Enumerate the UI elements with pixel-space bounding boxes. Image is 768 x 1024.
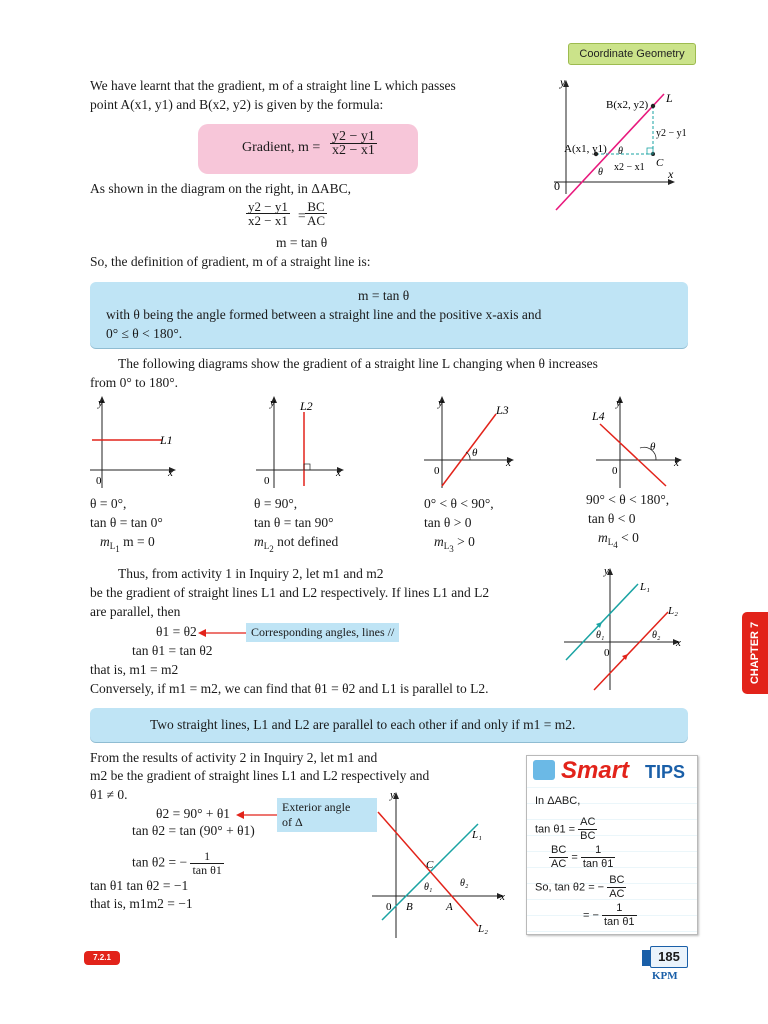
origin-label: 0 (554, 179, 560, 193)
B-label: B(x2, y2) (606, 99, 649, 111)
L2-label: L2 (300, 399, 313, 413)
tips-l3: $\frac{BC}{AC}$ = $\frac{1}{\text{tan θ1}}$ (551, 844, 614, 870)
svg-text:y: y (98, 397, 103, 409)
definition-line-2: with θ being the angle formed between a straight line and the positive x-axis and (106, 307, 542, 322)
ratio-lhs-den: x2 − x1 (248, 213, 288, 228)
A-label: A(x1, y1) (564, 143, 607, 155)
case4-line2: tan θ < 0 (588, 511, 636, 526)
tips-l3-num: BC (551, 844, 567, 856)
tips-l2-den: BC (580, 830, 596, 842)
perp-p1: From the results of activity 2 in Inquiry 2, let m1 and (90, 750, 378, 765)
svg-text:θ₂: θ₂ (460, 878, 469, 889)
L1-label: L1 (160, 433, 173, 447)
case1-line1: θ = 0°, (90, 496, 127, 511)
svg-text:θ₁: θ₁ (424, 882, 433, 893)
tips-l5-frac (602, 902, 637, 929)
L3-label: L3 (496, 403, 509, 417)
case2-line1: θ = 90°, (254, 496, 298, 511)
svg-text:θ: θ (472, 447, 478, 459)
callout-arrow-2 (236, 810, 278, 820)
tips-l4 (535, 874, 626, 901)
svg-text:x: x (674, 457, 679, 469)
svg-text:0: 0 (604, 647, 610, 659)
corresponding-angles-callout: Corresponding angles, lines // (246, 623, 399, 642)
parallel-e4: Conversely, if m1 = m2, we can find that θ1 = θ2 and L1 is parallel to L2. (90, 681, 489, 696)
notebook-icon (533, 760, 555, 780)
svg-text:y: y (438, 397, 443, 409)
chapter-tab (742, 612, 768, 694)
line-L4 (600, 424, 666, 486)
exterior-angle-line2: of Δ (282, 815, 303, 829)
publisher-logo: KPM (652, 970, 678, 982)
tips-l4-den: AC (609, 888, 625, 900)
definition-box (90, 282, 688, 348)
intro-line-1: We have learnt that the gradient, m of a straight line L which passes (90, 78, 456, 93)
svg-text:L₁: L₁ (640, 581, 650, 593)
svg-text:0: 0 (264, 475, 270, 487)
parallel-e1: θ1 = θ2 (156, 624, 197, 639)
parallel-theorem-box (90, 708, 688, 742)
svg-text:x: x (168, 467, 173, 479)
equals-sign: = (298, 208, 306, 223)
svg-text:y: y (616, 397, 621, 409)
L-label: L (666, 91, 673, 105)
gradient-diagram (546, 74, 696, 214)
tips-l2-frac (578, 816, 597, 843)
C-label: C (656, 157, 664, 169)
svg-text:0: 0 (612, 465, 618, 477)
tips-l1: In ΔABC, (535, 795, 581, 807)
svg-text:x: x (336, 467, 341, 479)
gradient-label: Gradient, m = (242, 140, 321, 155)
L4-label: L4 (592, 409, 605, 423)
theta-top: θ (618, 146, 623, 157)
tips-l5-label: = − (583, 909, 599, 922)
parallel-p1: Thus, from activity 1 in Inquiry 2, let m1 and m2 (118, 566, 384, 581)
svg-text:A: A (446, 901, 453, 913)
perp-e4: tan θ1 tan θ2 = −1 (90, 878, 189, 893)
case2-line3: $m_{L_2}$ not defined (254, 534, 339, 554)
case1-m: m = 0 (123, 534, 155, 549)
following-line-1: The following diagrams show the gradient of a straight line L changing when θ increases (118, 356, 598, 371)
tips-l3-rhs-den: tan θ1 (582, 858, 614, 870)
case1-line2: tan θ = tan 0° (90, 515, 163, 530)
case2-m: not defined (277, 534, 339, 549)
tips-l3-den: AC (551, 858, 567, 870)
gradient-num: y2 − y1 (332, 129, 375, 144)
definition-line-3: 0° ≤ θ < 180°. (106, 326, 183, 341)
ratio-lhs-num: y2 − y1 (248, 199, 288, 214)
definition-eq: m = tan θ (358, 288, 410, 303)
tips-l3-rhs-num: 1 (581, 844, 616, 858)
case3-line3: $m_{L_3} > 0$ (434, 534, 475, 554)
case3-line1: 0° < θ < 90°, (424, 496, 494, 511)
page-number: 185 (650, 946, 688, 968)
svg-text:B: B (406, 901, 413, 913)
smart-tips-header (527, 756, 697, 786)
perp-e3 (132, 850, 224, 877)
chapter-label: CHAPTER 7 (749, 621, 761, 685)
parallel-p2: be the gradient of straight lines L1 and L2 respectively. If lines L1 and L2 (90, 585, 490, 600)
ratio-rhs-num: BC (305, 200, 327, 214)
perp-e2: tan θ2 = tan (90° + θ1) (132, 823, 255, 838)
smart-title: Smart (561, 757, 630, 784)
case-diagram-2 (250, 396, 350, 490)
case1-line3: $m_{L_1}$ m = 0 (100, 534, 155, 554)
tips-l3-frac (549, 844, 568, 871)
svg-text:θ₂: θ₂ (652, 630, 661, 641)
case3-m: > 0 (457, 534, 475, 549)
gradient-formula-box (198, 124, 418, 174)
case4-line1: 90° < θ < 180°, (586, 492, 670, 507)
svg-text:y: y (604, 566, 609, 577)
dy-label: y2 − y1 (656, 128, 687, 139)
tips-l4-frac (607, 874, 626, 901)
tips-l5 (583, 902, 637, 929)
perp-e3-num: 1 (190, 850, 223, 864)
svg-text:C: C (426, 859, 434, 871)
perp-p3: θ1 ≠ 0. (90, 787, 128, 802)
gradient-den: x2 − x1 (332, 143, 375, 158)
line-L3 (442, 414, 496, 486)
case2-line2: tan θ = tan 90° (254, 515, 334, 530)
shown-line: As shown in the diagram on the right, in ΔABC, (90, 181, 352, 196)
parallel-diagram (560, 566, 690, 692)
svg-text:y: y (390, 790, 395, 801)
perp-e3-frac (190, 850, 223, 877)
case3-line2: tan θ > 0 (424, 515, 472, 530)
svg-text:x: x (676, 637, 681, 649)
ratio-rhs (305, 200, 327, 227)
tips-l2-label: tan θ1 = (535, 823, 576, 836)
tips-l2-num: AC (580, 816, 596, 828)
svg-text:θ: θ (650, 441, 656, 453)
point-B (651, 104, 655, 108)
parallel-p3: are parallel, then (90, 604, 181, 619)
exterior-angle-callout (277, 798, 377, 832)
svg-text:y: y (270, 397, 275, 409)
perp-e5: that is, m1m2 = −1 (90, 896, 193, 911)
perp-p2: m2 be the gradient of straight lines L1 and L2 respectively and (90, 768, 430, 783)
ratio-rhs-den: AC (307, 213, 326, 228)
x-label: x (668, 167, 674, 181)
m-eq-tan: m = tan θ (276, 235, 328, 250)
svg-text:L₂: L₂ (668, 605, 678, 617)
svg-text:L₂: L₂ (478, 923, 488, 935)
tips-l3-rhs (581, 844, 616, 871)
svg-text:x: x (506, 457, 511, 469)
svg-text:x: x (500, 891, 505, 903)
tips-l4-num: BC (609, 874, 625, 886)
intro-line-2: point A(x1, y1) and B(x2, y2) is given by the formula: (90, 97, 384, 112)
topic-badge: Coordinate Geometry (568, 43, 696, 65)
case4-line3: $m_{L_4} < 0$ (598, 530, 639, 550)
book-icon (642, 950, 650, 966)
definition-intro: So, the definition of gradient, m of a straight line is: (90, 254, 371, 269)
tips-l4-label: So, tan θ2 = − (535, 881, 605, 894)
smart-tips-box (526, 755, 698, 935)
parallel-e2: tan θ1 = tan θ2 (132, 643, 213, 658)
perp-e3-den: tan θ1 (192, 863, 222, 877)
perp-e3-label: tan θ2 = − (132, 854, 188, 870)
case4-m: < 0 (621, 530, 639, 545)
svg-text:0: 0 (434, 465, 440, 477)
tips-title: TIPS (645, 762, 686, 782)
case-diagram-3 (420, 396, 520, 490)
following-line-2: from 0° to 180°. (90, 375, 179, 390)
exterior-angle-line1: Exterior angle (282, 800, 351, 814)
parallel-theorem-text: Two straight lines, L1 and L2 are parallel to each other if and only if m1 = m2. (150, 717, 576, 732)
gradient-fraction (330, 130, 377, 157)
parallel-e3: that is, m1 = m2 (90, 662, 179, 677)
svg-text:L₁: L₁ (472, 829, 482, 841)
svg-text:0: 0 (386, 901, 392, 913)
svg-text:θ₁: θ₁ (596, 630, 605, 641)
tips-l5-den: tan θ1 (603, 916, 635, 928)
dx-label: x2 − x1 (614, 162, 645, 173)
svg-text:0: 0 (96, 475, 102, 487)
theta-bottom: θ (598, 167, 603, 178)
y-label: y (560, 75, 566, 89)
page-number-block (640, 946, 690, 986)
case-diagram-1 (86, 396, 186, 490)
case-diagram-4 (588, 396, 688, 490)
tips-l5-num: 1 (602, 902, 637, 916)
tips-l2 (535, 816, 597, 843)
ratio-lhs (246, 200, 290, 227)
callout-arrow-1 (198, 628, 246, 638)
perp-e1: θ2 = 90° + θ1 (156, 806, 231, 821)
perpendicular-diagram (366, 790, 516, 940)
page-code-badge: 7.2.1 (84, 951, 120, 965)
